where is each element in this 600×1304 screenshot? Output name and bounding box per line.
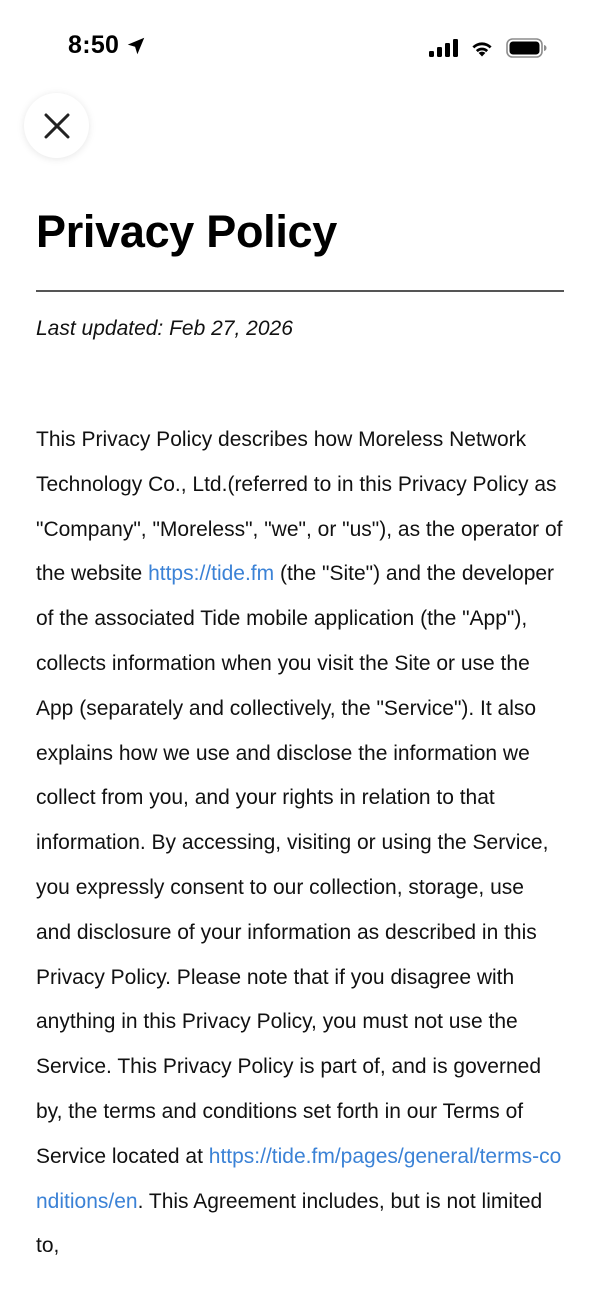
page-title: Privacy Policy	[36, 206, 338, 257]
title-divider	[36, 290, 564, 292]
paragraph-text-3: . This Agreement includes, but is not limited to,	[36, 1189, 543, 1258]
terms-link[interactable]: https://tide.fm/pages/general/terms-conditions/en	[36, 1144, 562, 1213]
status-indicators	[428, 37, 548, 59]
policy-paragraph	[36, 418, 564, 1269]
wifi-icon	[470, 38, 494, 58]
paragraph-text-1: This Privacy Policy describes how Moreless Network Technology Co., Ltd.(referred to in this Privacy Policy as "Company", "Moreless", "we", or "us"), as the operator of the website	[36, 428, 563, 586]
paragraph-text-2: (the "Site") and the developer of the associated Tide mobile application (the "App"), collects information when you visit the Site or use the App (separately and collectively, the "Service"). It also explains how we use and disclose the information we collect from you, and your rights in relation to that information. By accessing, visiting or using the Service, you expressly consent to our collection, storage, use and disclosure of your information as described in this Privacy Policy. Please note that if you disagree with anything in this Privacy Policy, you must not use the Service. This Privacy Policy is part of, and is governed by, the terms and conditions set forth in our Terms of Service located at	[36, 562, 555, 1168]
site-link[interactable]: https://tide.fm	[148, 562, 275, 586]
status-time	[68, 31, 147, 60]
close-button[interactable]	[24, 93, 89, 158]
close-icon	[43, 112, 71, 140]
location-arrow-icon	[125, 35, 147, 57]
clock-text: 8:50	[68, 31, 120, 59]
status-bar	[0, 0, 600, 96]
policy-content	[36, 200, 564, 1269]
battery-icon	[506, 37, 548, 59]
cellular-signal-icon	[428, 38, 460, 58]
last-updated-text: Last updated: Feb 27, 2026	[36, 317, 293, 340]
